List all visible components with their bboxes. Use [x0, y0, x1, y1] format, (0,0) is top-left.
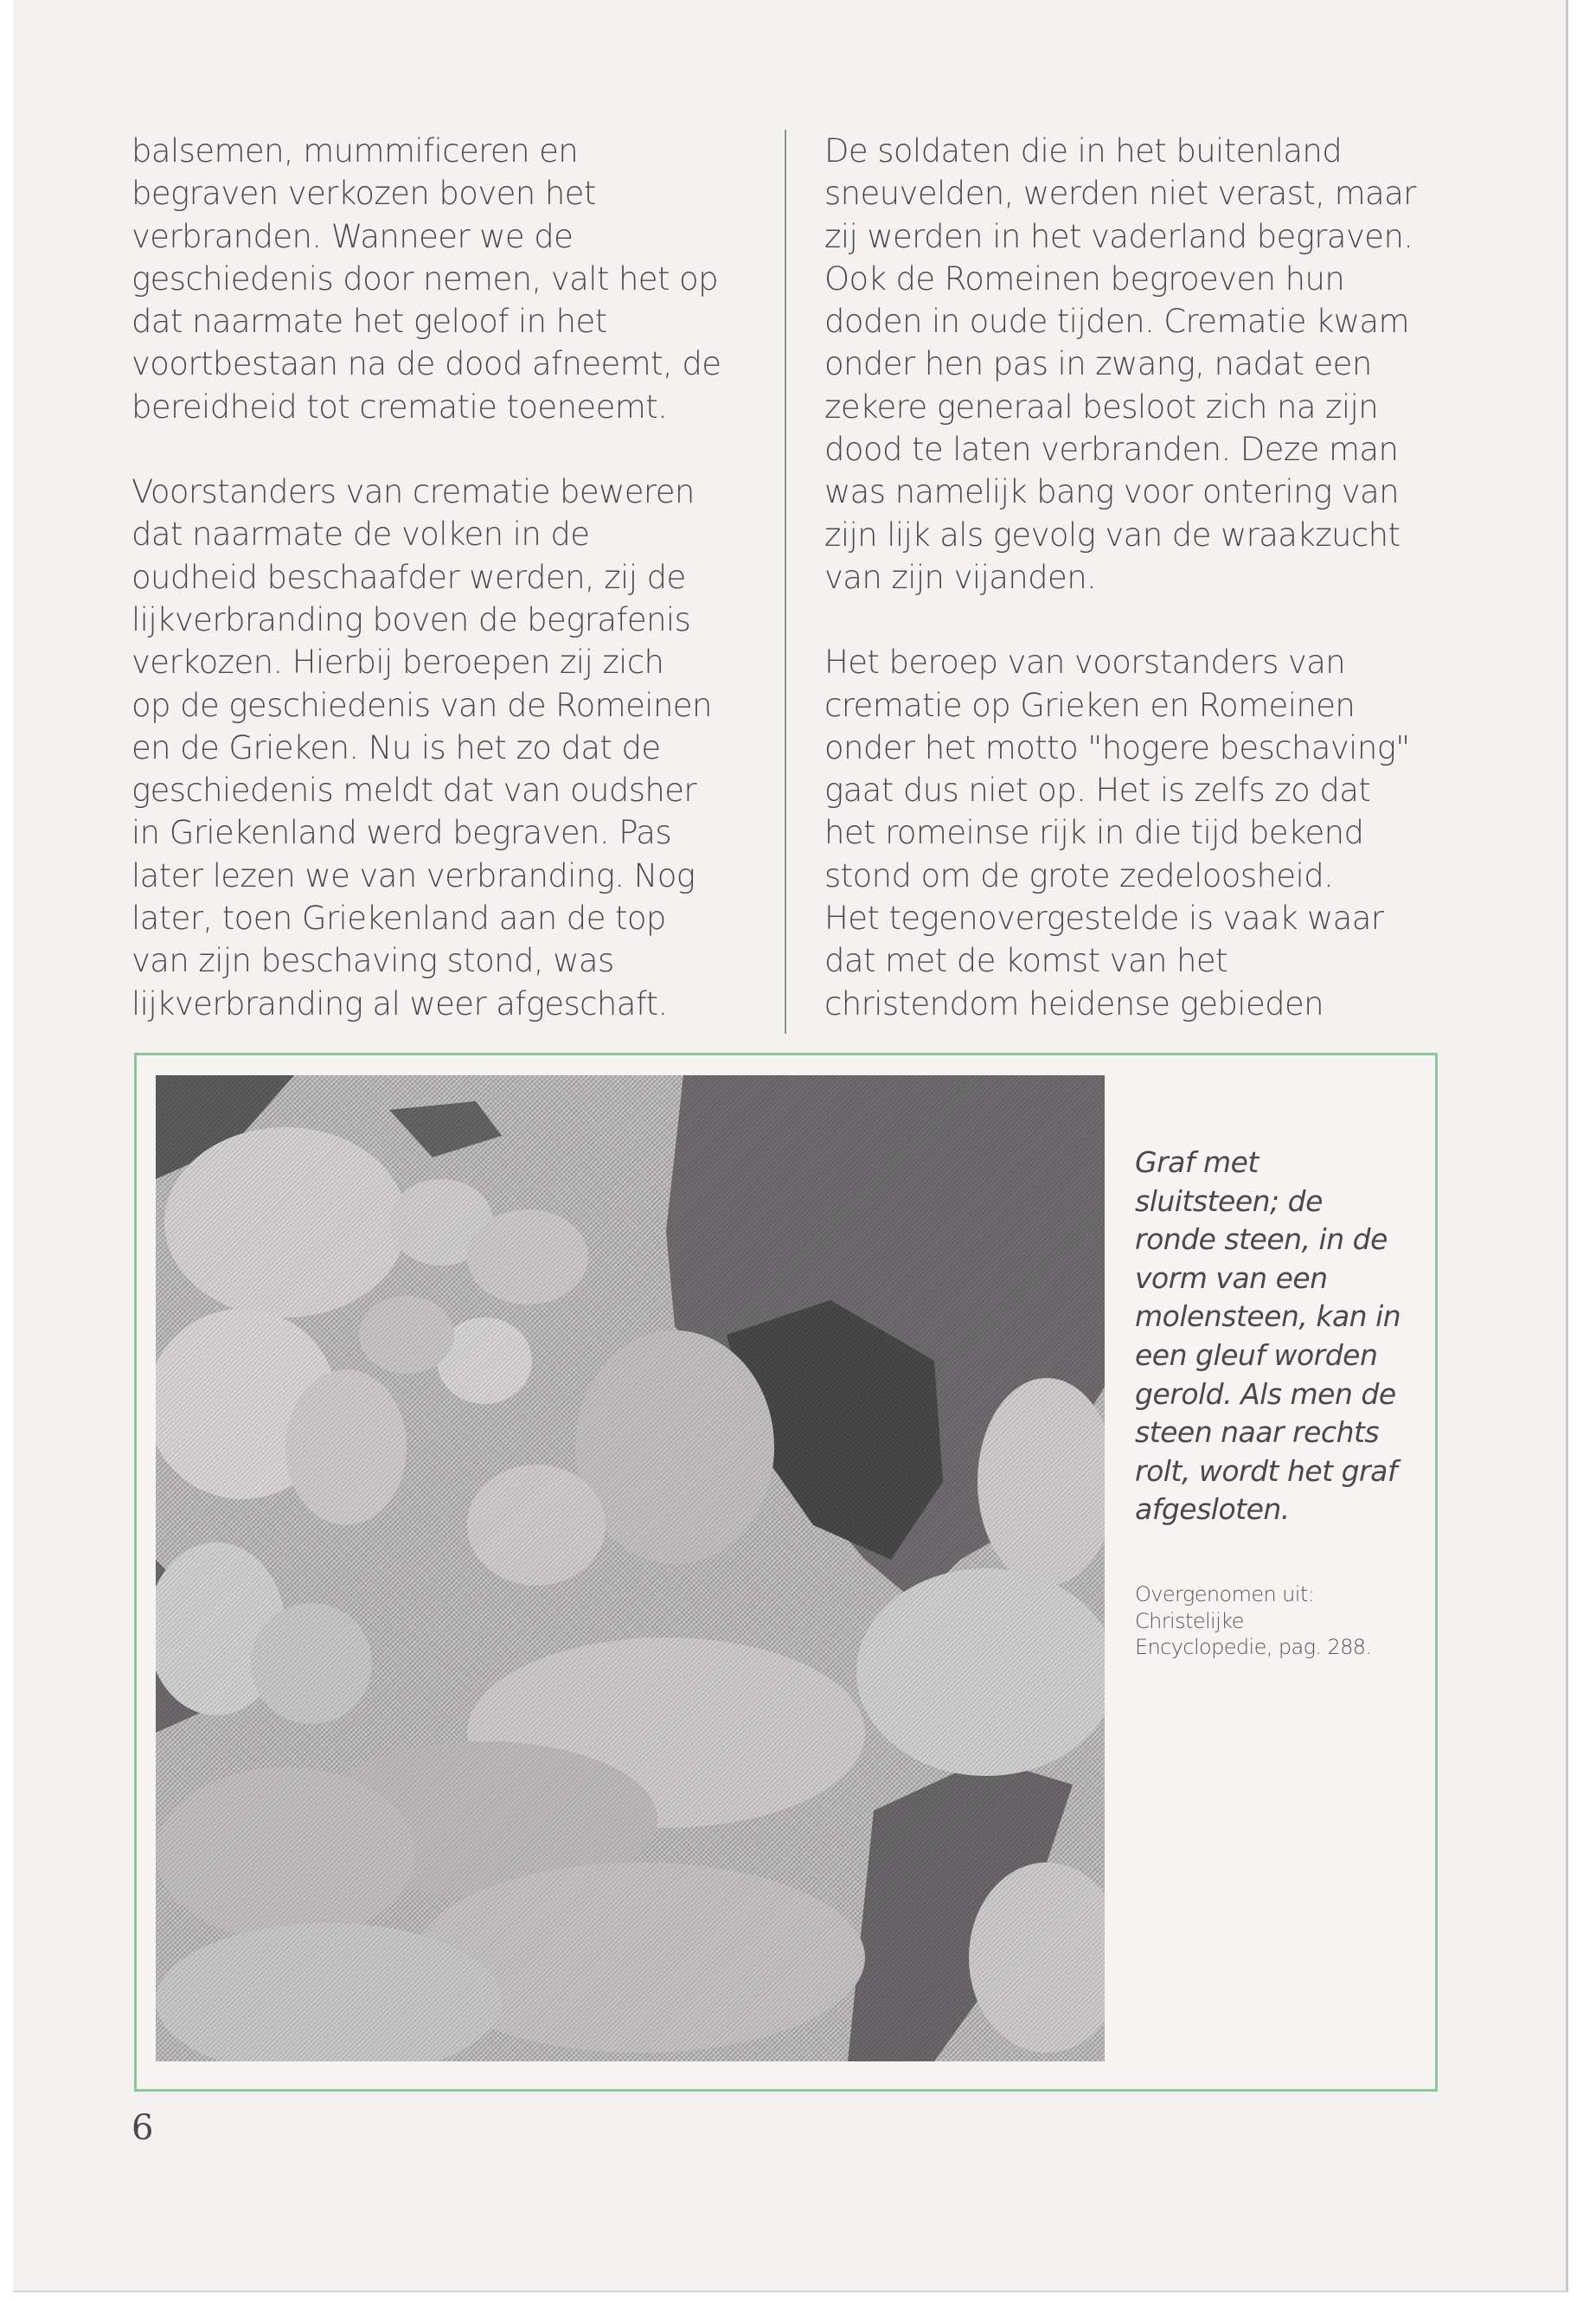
text-line: dood te laten verbranden. Deze man [824, 431, 1399, 469]
text-line: sneuvelden, werden niet verast, maar [824, 175, 1416, 213]
text-line: in Griekenland werd begraven. Pas [131, 814, 671, 852]
text-line: Voorstanders van crematie beweren [131, 473, 695, 511]
text-line: op de geschiedenis van de Romeinen [131, 686, 712, 724]
text-line: zij werden in het vaderland begraven. [824, 217, 1413, 255]
credit-line: Christelijke [1135, 1608, 1244, 1633]
text-line: dat met de komst van het [824, 942, 1227, 980]
text-line: en de Grieken. Nu is het zo dat de [131, 728, 661, 766]
text-line: Ook de Romeinen begroeven hun [824, 260, 1345, 298]
text-line: lijkverbranding boven de begrafenis [131, 600, 691, 638]
photo-illustration [156, 1075, 1105, 2061]
text-line: doden in oude tijden. Crematie kwam [824, 303, 1409, 341]
caption-line: een gleuf worden [1135, 1337, 1378, 1372]
text-line: verbranden. Wanneer we de [131, 217, 574, 255]
text-line: lijkverbranding al weer afgeschaft. [131, 984, 668, 1022]
text-line: gaat dus niet op. Het is zelfs zo dat [824, 772, 1371, 810]
text-line: van zijn vijanden. [824, 558, 1097, 596]
left-text-column [131, 130, 754, 1025]
text-line: onder hen pas in zwang, nadat een [824, 345, 1372, 383]
paragraph [824, 130, 1447, 599]
text-line: onder het motto "hogere beschaving" [824, 728, 1410, 766]
text-line: oudheid beschaafder werden, zij de [131, 558, 686, 596]
text-line: Het beroep van voorstanders van [824, 644, 1346, 682]
page-number: 6 [131, 2108, 154, 2148]
text-line: geschiedenis meldt dat van oudsher [131, 772, 697, 810]
column-divider [785, 130, 786, 1034]
text-line: het romeinse rijk in die tijd bekend [824, 814, 1364, 852]
text-line: stond om de grote zedeloosheid. [824, 856, 1334, 894]
credit-line: Overgenomen uit: [1135, 1582, 1315, 1606]
paragraph [131, 130, 754, 428]
text-line: dat naarmate het geloof in het [131, 303, 607, 341]
text-line: later, toen Griekenland aan de top [131, 900, 666, 938]
caption-line: sluitsteen; de [1135, 1183, 1323, 1218]
caption-line: afgesloten. [1135, 1492, 1290, 1527]
figure-credit [1135, 1581, 1429, 1661]
halftone-overlay [156, 1075, 1105, 2061]
text-line: zekere generaal besloot zich na zijn [824, 388, 1379, 426]
text-line: verkozen. Hierbij beroepen zij zich [131, 644, 664, 682]
paragraph [131, 471, 754, 1025]
text-line: crematie op Grieken en Romeinen [824, 686, 1356, 724]
text-line: later lezen we van verbranding. Nog [131, 856, 695, 894]
caption-line: rolt, wordt het graf [1135, 1453, 1397, 1488]
caption-line: vorm van een [1135, 1260, 1328, 1295]
caption-line: ronde steen, in de [1135, 1222, 1388, 1257]
caption-line: Graf met [1135, 1145, 1259, 1179]
text-line: dat naarmate de volken in de [131, 516, 590, 554]
text-line: begraven verkozen boven het [131, 175, 596, 213]
credit-line: Encyclopedie, pag. 288. [1135, 1635, 1372, 1659]
text-line: voortbestaan na de dood afneemt, de [131, 345, 721, 383]
caption-line: molensteen, kan in [1135, 1299, 1401, 1334]
text-line: De soldaten die in het buitenland [824, 132, 1343, 170]
caption-line: steen naar rechts [1135, 1415, 1380, 1450]
caption-line: gerold. Als men de [1135, 1376, 1396, 1411]
text-line: Het tegenovergestelde is vaak waar [824, 900, 1384, 938]
text-line: van zijn beschaving stond, was [131, 942, 614, 980]
text-line: zijn lijk als gevolg van de wraakzucht [824, 516, 1401, 554]
grave-photo [156, 1075, 1105, 2061]
text-line: geschiedenis door nemen, valt het op [131, 260, 718, 298]
text-line: bereidheid tot crematie toeneemt. [131, 388, 668, 426]
text-line: balsemen, mummificeren en [131, 132, 579, 170]
right-text-column [824, 130, 1447, 1025]
paragraph [824, 641, 1447, 1025]
figure-caption [1135, 1144, 1429, 1529]
text-line: was namelijk bang voor ontering van [824, 473, 1399, 511]
text-line: christendom heidense gebieden [824, 984, 1324, 1022]
